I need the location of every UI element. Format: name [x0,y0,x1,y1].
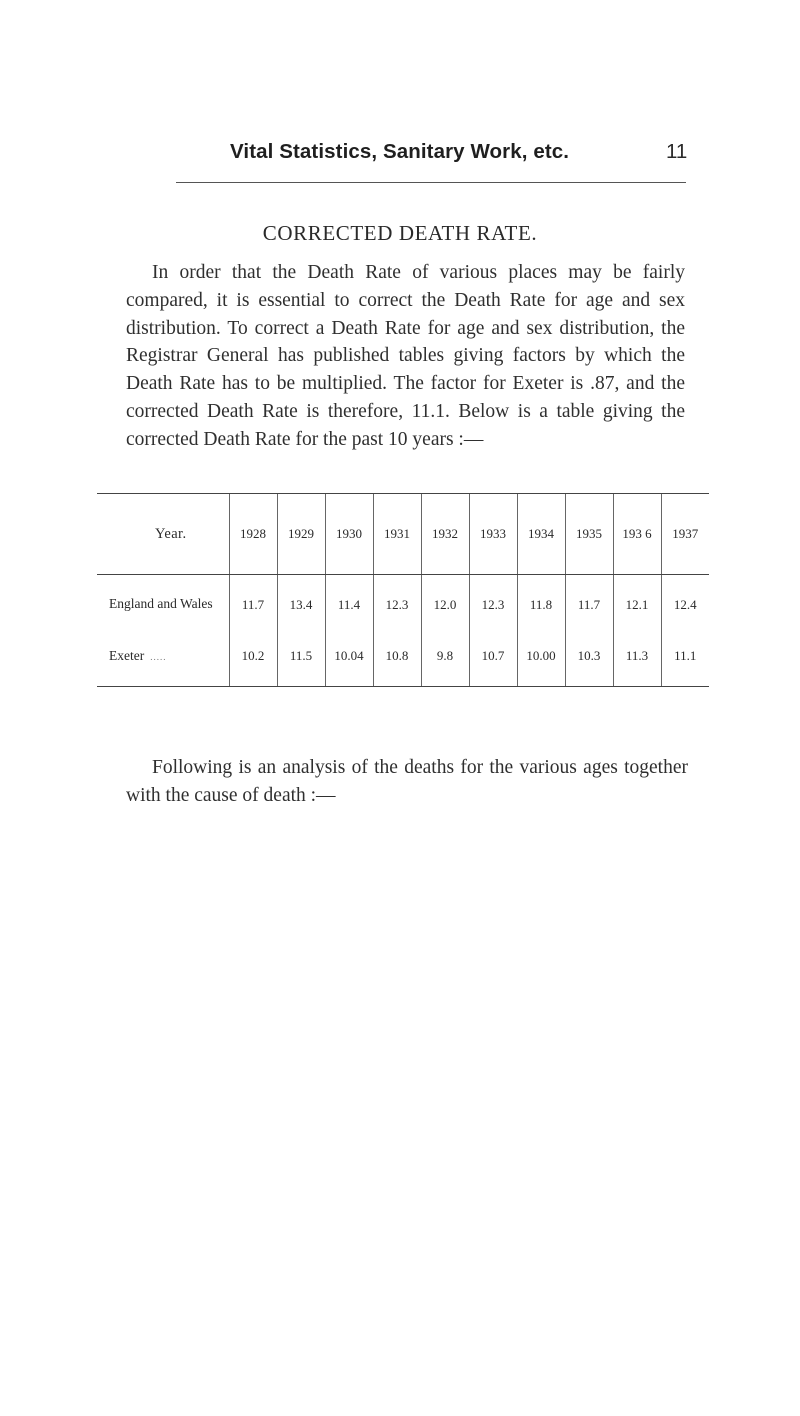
header-rule [176,182,686,183]
rate-cell: 12.0 [421,575,469,648]
death-rate-table [97,493,709,687]
rate-cell: 11.3 [613,647,661,687]
year-header-cell: 1933 [469,494,517,575]
rate-cell: 13.4 [277,575,325,648]
rate-cell: 11.7 [565,575,613,648]
rate-cell: 12.4 [661,575,709,648]
running-header [0,140,800,180]
rate-cell: 12.3 [469,575,517,648]
intro-paragraph: In order that the Death Rate of various places may be fairly compared, it is essential to correct the Death Rate for age and sex distribution. To correct a Death Rate for age and sex distribution, the Registrar General has published tables giving factors by which the Death Rate has to be multiplied. The factor for Exeter is .87, and the corrected Death Rate is therefore, 11.1. Below is a table giving the corrected Death Rate for the past 10 years :— [126,262,685,450]
place-name: Exeter [109,648,145,663]
year-header-label: Year. [97,494,229,575]
year-header-cell: 1929 [277,494,325,575]
running-title: Vital Statistics, Sanitary Work, etc. [230,140,570,163]
rate-cell: 12.1 [613,575,661,648]
year-header-cell: 1928 [229,494,277,575]
dot-leader: ..... [150,652,167,662]
rate-cell: 9.8 [421,647,469,687]
rate-cell: 10.8 [373,647,421,687]
year-header-cell: 1932 [421,494,469,575]
rate-cell: 10.04 [325,647,373,687]
table-row [97,575,709,648]
rate-cell: 11.8 [517,575,565,648]
rate-cell: 11.1 [661,647,709,687]
year-header-cell: 1937 [661,494,709,575]
place-name-cell [97,575,229,648]
year-header-cell: 1935 [565,494,613,575]
place-name-cell [97,647,229,687]
year-header-cell: 1930 [325,494,373,575]
rate-cell: 10.7 [469,647,517,687]
rate-cell: 11.5 [277,647,325,687]
place-name: England and Wales [109,596,213,611]
year-header-cell: 193 6 [613,494,661,575]
section-title: CORRECTED DEATH RATE. [262,221,538,245]
rate-cell: 11.4 [325,575,373,648]
rate-cell: 10.3 [565,647,613,687]
rate-cell: 11.7 [229,575,277,648]
rate-cell: 10.2 [229,647,277,687]
year-header-cell: 1931 [373,494,421,575]
year-header-cell: 1934 [517,494,565,575]
rate-cell: 12.3 [373,575,421,648]
following-paragraph: Following is an analysis of the deaths for the various ages together with the cause of death :— [126,757,688,806]
page-number: 11 [666,140,688,163]
table-header-row [97,494,709,575]
rate-cell: 10.00 [517,647,565,687]
table-row [97,647,709,687]
